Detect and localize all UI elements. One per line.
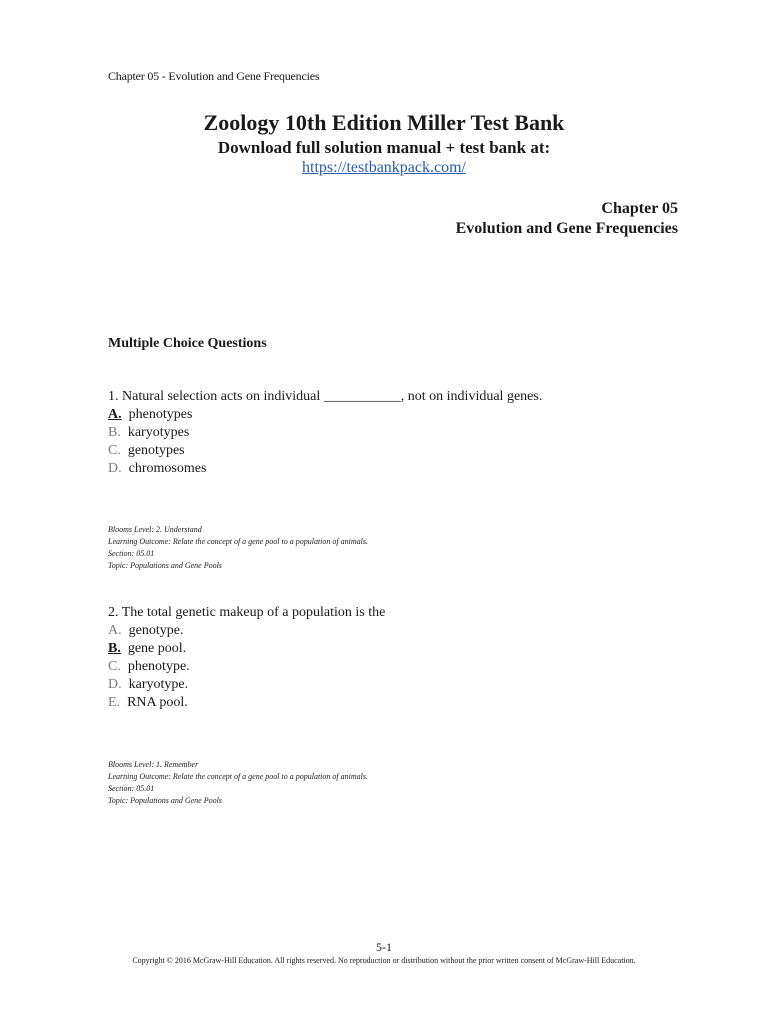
learning-outcome: Learning Outcome: Relate the concept of a gene pool to a population of animals. xyxy=(108,537,368,546)
question-2-text: 2. The total genetic makeup of a population is the xyxy=(108,605,386,620)
question-1-text: 1. Natural selection acts on individual ___________, not on individual genes. xyxy=(108,389,543,404)
question-1-option-b xyxy=(108,425,189,441)
page-number: 5-1 xyxy=(376,940,392,954)
chapter-title: Evolution and Gene Frequencies xyxy=(455,220,678,237)
question-1-metadata xyxy=(108,524,368,572)
topic: Topic: Populations and Gene Pools xyxy=(108,796,222,805)
option-text: genotypes xyxy=(127,443,185,458)
option-letter: C. xyxy=(108,443,121,458)
option-letter: B. xyxy=(108,425,121,440)
option-letter: D. xyxy=(108,677,122,692)
question-2-option-e xyxy=(108,695,188,711)
document-title: Zoology 10th Edition Miller Test Bank xyxy=(203,110,565,135)
option-text: RNA pool. xyxy=(127,695,188,710)
download-link[interactable]: https://testbankpack.com/ xyxy=(302,159,466,176)
blooms-level: Blooms Level: 2. Understand xyxy=(108,525,202,534)
question-2-metadata xyxy=(108,759,368,807)
document-subtitle: Download full solution manual + test bank at: xyxy=(217,138,551,157)
question-2-option-c xyxy=(108,659,190,675)
copyright-notice: Copyright © 2016 McGraw-Hill Education. All rights reserved. No reproduction or distribution without the prior written consent of McGraw-Hill Education. xyxy=(132,956,636,965)
question-1-option-a xyxy=(108,407,192,423)
option-text: gene pool. xyxy=(127,641,187,656)
topic: Topic: Populations and Gene Pools xyxy=(108,561,222,570)
option-letter: D. xyxy=(108,461,122,476)
option-letter: B. xyxy=(108,641,121,656)
option-text: chromosomes xyxy=(128,461,207,476)
question-2-option-a xyxy=(108,623,183,639)
option-letter: C. xyxy=(108,659,121,674)
option-text: phenotypes xyxy=(128,407,193,422)
question-2-option-b xyxy=(108,641,186,657)
blooms-level: Blooms Level: 1. Remember xyxy=(108,760,199,769)
option-letter: A. xyxy=(108,407,122,422)
running-header: Chapter 05 - Evolution and Gene Frequencies xyxy=(108,69,320,83)
option-letter: A. xyxy=(108,623,122,638)
option-text: genotype. xyxy=(128,623,184,638)
option-text: karyotypes xyxy=(127,425,190,440)
question-2-option-d xyxy=(108,677,188,693)
chapter-number: Chapter 05 xyxy=(601,200,678,217)
learning-outcome: Learning Outcome: Relate the concept of a gene pool to a population of animals. xyxy=(108,772,368,781)
question-1-option-c xyxy=(108,443,185,459)
option-text: phenotype. xyxy=(127,659,190,674)
section-ref: Section: 05.01 xyxy=(108,784,155,793)
question-1-option-d xyxy=(108,461,206,477)
option-letter: E. xyxy=(108,695,121,710)
option-text: karyotype. xyxy=(128,677,189,692)
section-ref: Section: 05.01 xyxy=(108,549,155,558)
section-heading: Multiple Choice Questions xyxy=(108,336,267,351)
